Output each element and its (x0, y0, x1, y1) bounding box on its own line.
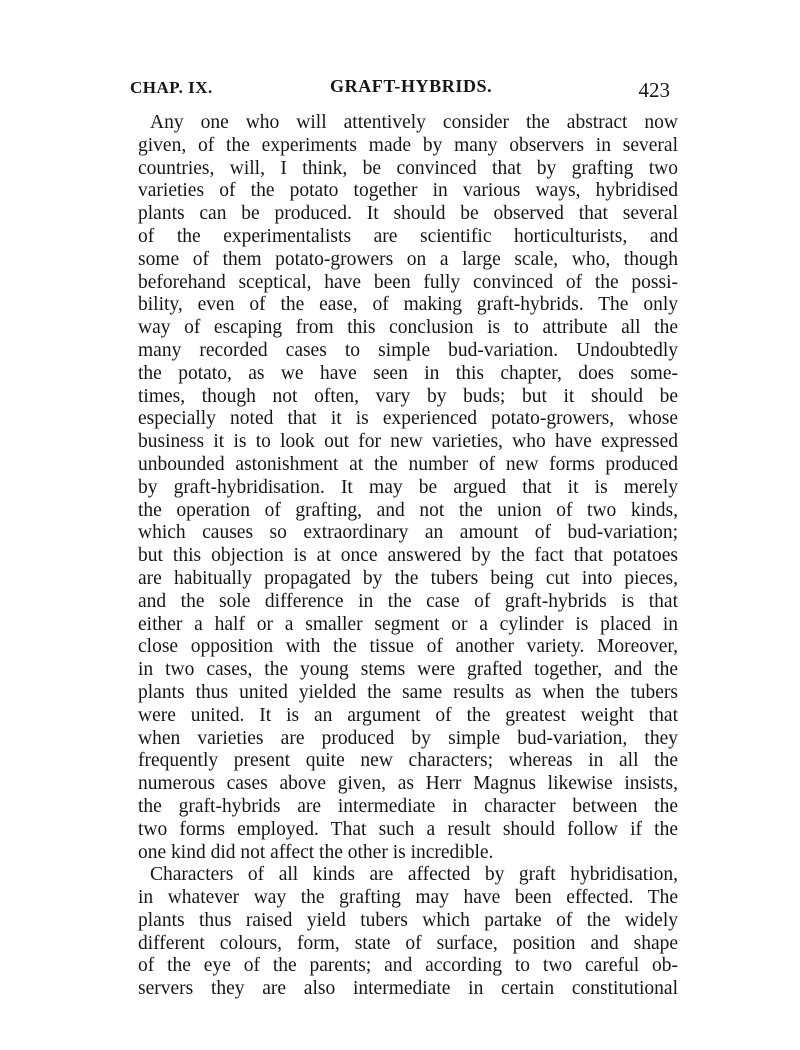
text-line: some of them potato-growers on a large scale, who, though (138, 248, 678, 270)
text-line: one kind did not affect the other is incredible. (138, 841, 494, 863)
text-line: unbounded astonishment at the number of new forms produced (138, 453, 678, 475)
text-line: Characters of all kinds are affected by graft hybridisation, (150, 864, 678, 886)
text-line: beforehand sceptical, have been fully convinced of the possi- (138, 271, 678, 293)
text-line: varieties of the potato together in various ways, hybridised (138, 180, 678, 202)
text-line: many recorded cases to simple bud-variation. Undoubtedly (138, 339, 678, 361)
page-number: 423 (638, 78, 670, 102)
text-line: countries, will, I think, be convinced that by grafting two (138, 157, 678, 179)
text-line: given, of the experiments made by many observers in several (138, 134, 678, 156)
text-line: which causes so extraordinary an amount of bud-variation; (138, 522, 678, 544)
text-line: of the eye of the parents; and according to two careful ob- (138, 955, 678, 977)
text-line: plants thus raised yield tubers which partake of the widely (138, 909, 678, 931)
text-line: different colours, form, state of surface, position and shape (138, 932, 678, 954)
text-line: business it is to look out for new varieties, who have expressed (138, 431, 678, 453)
text-line: and the sole difference in the case of graft-hybrids is that (138, 590, 678, 612)
text-line: are habitually propagated by the tubers being cut into pieces, (138, 567, 678, 589)
body-text (138, 112, 678, 1001)
text-line: Any one who will attentively consider the abstract now (150, 112, 678, 133)
text-line: way of escaping from this conclusion is to attribute all the (138, 317, 678, 339)
text-line: the potato, as we have seen in this chapter, does some- (138, 362, 678, 384)
text-line: when varieties are produced by simple bud-variation, they (138, 727, 678, 749)
text-line: numerous cases above given, as Herr Magnus likewise insists, (138, 773, 678, 795)
text-line: either a half or a smaller segment or a cylinder is placed in (138, 613, 678, 635)
text-line: close opposition with the tissue of another variety. Moreover, (138, 636, 678, 658)
text-line: plants thus united yielded the same results as when the tubers (138, 681, 678, 703)
text-line: frequently present quite new characters; whereas in all the (138, 750, 678, 772)
running-title: GRAFT-HYBRIDS. (330, 76, 493, 96)
text-line: times, though not often, vary by buds; but it should be (138, 385, 678, 407)
text-line: but this objection is at once answered by the fact that potatoes (138, 545, 678, 567)
text-line: the operation of grafting, and not the union of two kinds, (138, 499, 678, 521)
text-line: were united. It is an argument of the greatest weight that (138, 704, 678, 726)
text-line: of the experimentalists are scientific horticulturists, and (138, 225, 678, 247)
text-line: in two cases, the young stems were grafted together, and the (138, 659, 678, 681)
text-line: especially noted that it is experienced potato-growers, whose (138, 408, 678, 430)
chapter-label: CHAP. IX. (130, 78, 213, 97)
paragraph-1 (138, 112, 678, 864)
text-line: by graft-hybridisation. It may be argued that it is merely (138, 476, 678, 498)
text-line: plants can be produced. It should be observed that several (138, 203, 678, 225)
text-line: bility, even of the ease, of making graft-hybrids. The only (138, 294, 678, 316)
text-line: two forms employed. That such a result should follow if the (138, 818, 678, 840)
text-line: in whatever way the grafting may have been effected. The (138, 887, 678, 909)
running-head (130, 72, 670, 102)
text-line: servers they are also intermediate in certain constitutional (138, 978, 678, 1000)
text-line: the graft-hybrids are intermediate in character between the (138, 795, 678, 817)
paragraph-2 (138, 864, 678, 1001)
